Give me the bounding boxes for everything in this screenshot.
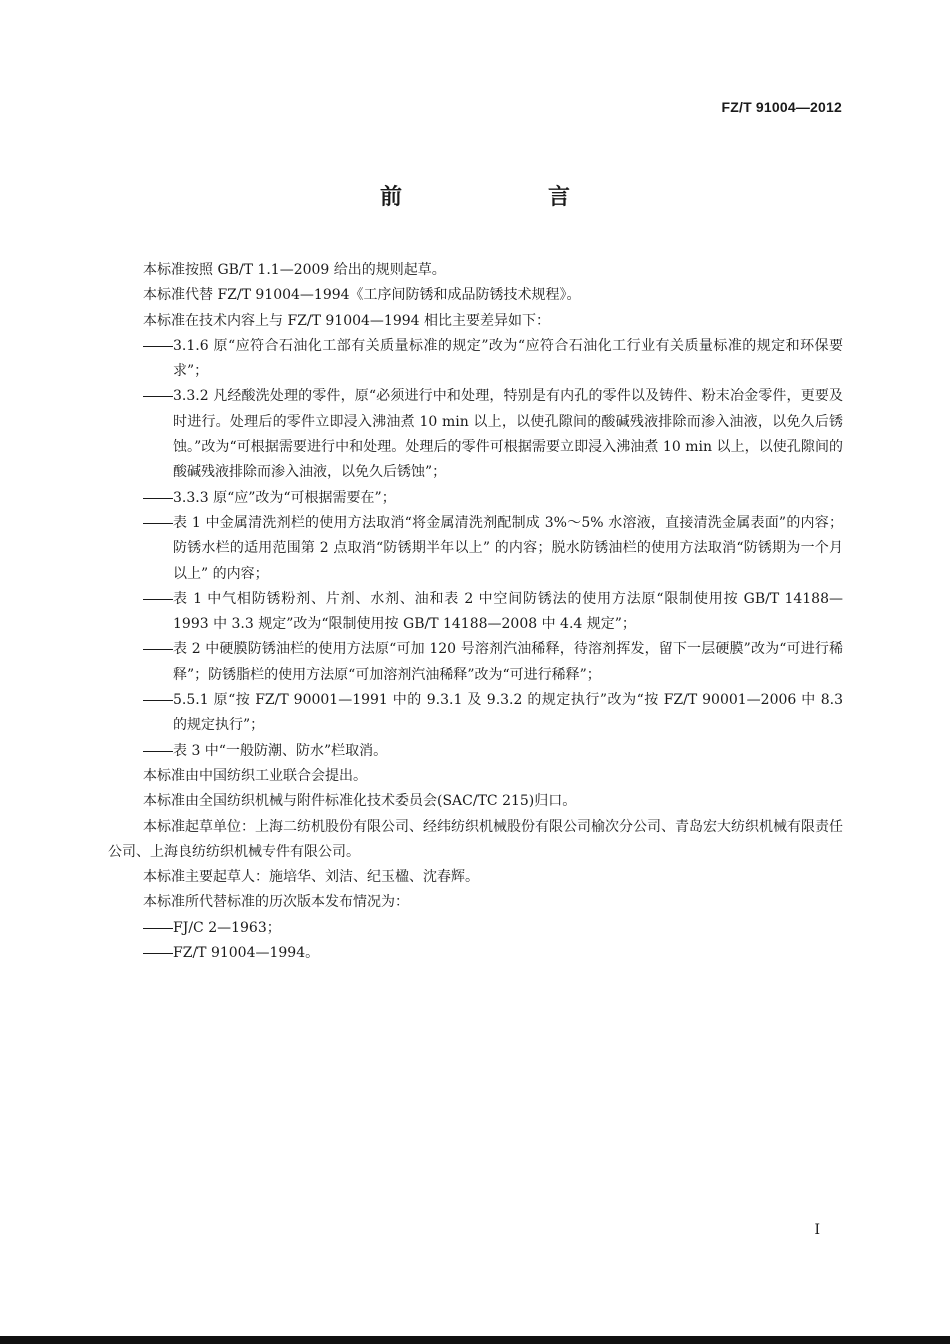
body-paragraph: 本标准所代替标准的历次版本发布情况为： — [143, 894, 409, 911]
list-item-text: 3.3.3 原“应”改为“可根据需要在”； — [173, 489, 396, 506]
em-dash-marker — [143, 346, 173, 347]
list-item — [108, 486, 843, 511]
list-item — [108, 384, 843, 485]
em-dash-marker — [143, 523, 173, 524]
em-dash-marker — [143, 751, 173, 752]
body-paragraph: 本标准按照 GB/T 1.1—2009 给出的规则起草。 — [143, 262, 446, 278]
body-paragraph: 本标准主要起草人：施培华、刘洁、纪玉楹、沈春辉。 — [143, 869, 479, 886]
list-item — [108, 916, 843, 941]
standard-code: FZ/T 91004—2012 — [721, 99, 842, 115]
list-item — [108, 637, 843, 688]
body-paragraph: 本标准在技术内容上与 FZ/T 91004—1994 相比主要差异如下： — [143, 312, 551, 329]
body-paragraph: 本标准起草单位：上海二纺机股份有限公司、经纬纺织机械股份有限公司榆次分公司、青岛宏大纺织机械有限责任公司、上海良纺纺织机械专件有限公司。 — [108, 818, 843, 860]
body-paragraph: 本标准由全国纺织机械与附件标准化技术委员会(SAC/TC 215)归口。 — [143, 793, 577, 810]
list-item — [108, 511, 843, 587]
list-item-text: FZ/T 91004—1994。 — [173, 945, 320, 962]
document-body — [108, 258, 843, 966]
bottom-rule — [0, 1336, 950, 1344]
em-dash-marker — [143, 649, 173, 650]
list-item — [108, 941, 843, 966]
list-item — [108, 587, 843, 638]
list-item-text: 表 2 中硬膜防锈油栏的使用方法原“可加 120 号溶剂汽油稀释，待溶剂挥发，留下一层硬膜”改为“可进行稀释”；防锈脂栏的使用方法原“可加溶剂汽油稀释”改为“可进行稀释”； — [173, 641, 843, 683]
list-item-text: 3.1.6 原“应符合石油化工部有关质量标准的规定”改为“应符合石油化工行业有关质量标准的规定和环保要求”； — [173, 337, 843, 380]
page-number: I — [814, 1222, 820, 1238]
list-item-text: 表 3 中“一般防潮、防水”栏取消。 — [173, 742, 388, 759]
list-item-text: 表 1 中金属清洗剂栏的使用方法取消“将金属清洗剂配制成 3%～5% 水溶液，直接清洗金属表面”的内容；防锈水栏的适用范围第 2 点取消“防锈期半年以上” 的内容；脱水防锈油栏的使用方法取消“防锈期为一个月以上” 的内容； — [173, 514, 843, 582]
list-item-text: 3.3.2 凡经酸洗处理的零件，原“必须进行中和处理，特别是有内孔的零件以及铸件、粉末冶金零件，更要及时进行。处理后的零件立即浸入沸油煮 10 min 以上，以使孔隙间的酸碱残液排除而渗入油液，以免久后锈蚀。”改为“可根据需要进行中和处理。处理后的零件可根据需要立即浸入沸油煮 10 min 以上，以使孔隙间的酸碱残液排除而渗入油液，以免久后锈蚀”； — [173, 388, 843, 481]
list-item-text: 5.5.1 原“按 FZ/T 90001—1991 中的 9.3.1 及 9.3.2 的规定执行”改为“按 FZ/T 90001—2006 中 8.3 的规定执行”； — [173, 692, 843, 734]
list-item-text: 表 1 中气相防锈粉剂、片剂、水剂、油和表 2 中空间防锈法的使用方法原“限制使用按 GB/T 14188—1993 中 3.3 规定”改为“限制使用按 GB/T 14188—2008 中 4.4 规定”； — [173, 590, 843, 633]
list-item — [108, 688, 843, 739]
em-dash-marker — [143, 928, 173, 929]
list-item — [108, 739, 843, 764]
em-dash-marker — [143, 396, 173, 397]
em-dash-marker — [143, 599, 173, 600]
em-dash-marker — [143, 700, 173, 701]
list-item — [108, 334, 843, 385]
em-dash-marker — [143, 953, 173, 954]
body-paragraph: 本标准由中国纺织工业联合会提出。 — [143, 767, 367, 784]
body-paragraph: 本标准代替 FZ/T 91004—1994《工序间防锈和成品防锈技术规程》。 — [143, 287, 581, 304]
list-item-text: FJ/C 2—1963； — [173, 919, 281, 936]
em-dash-marker — [143, 498, 173, 499]
page-title: 前 言 — [379, 185, 632, 210]
